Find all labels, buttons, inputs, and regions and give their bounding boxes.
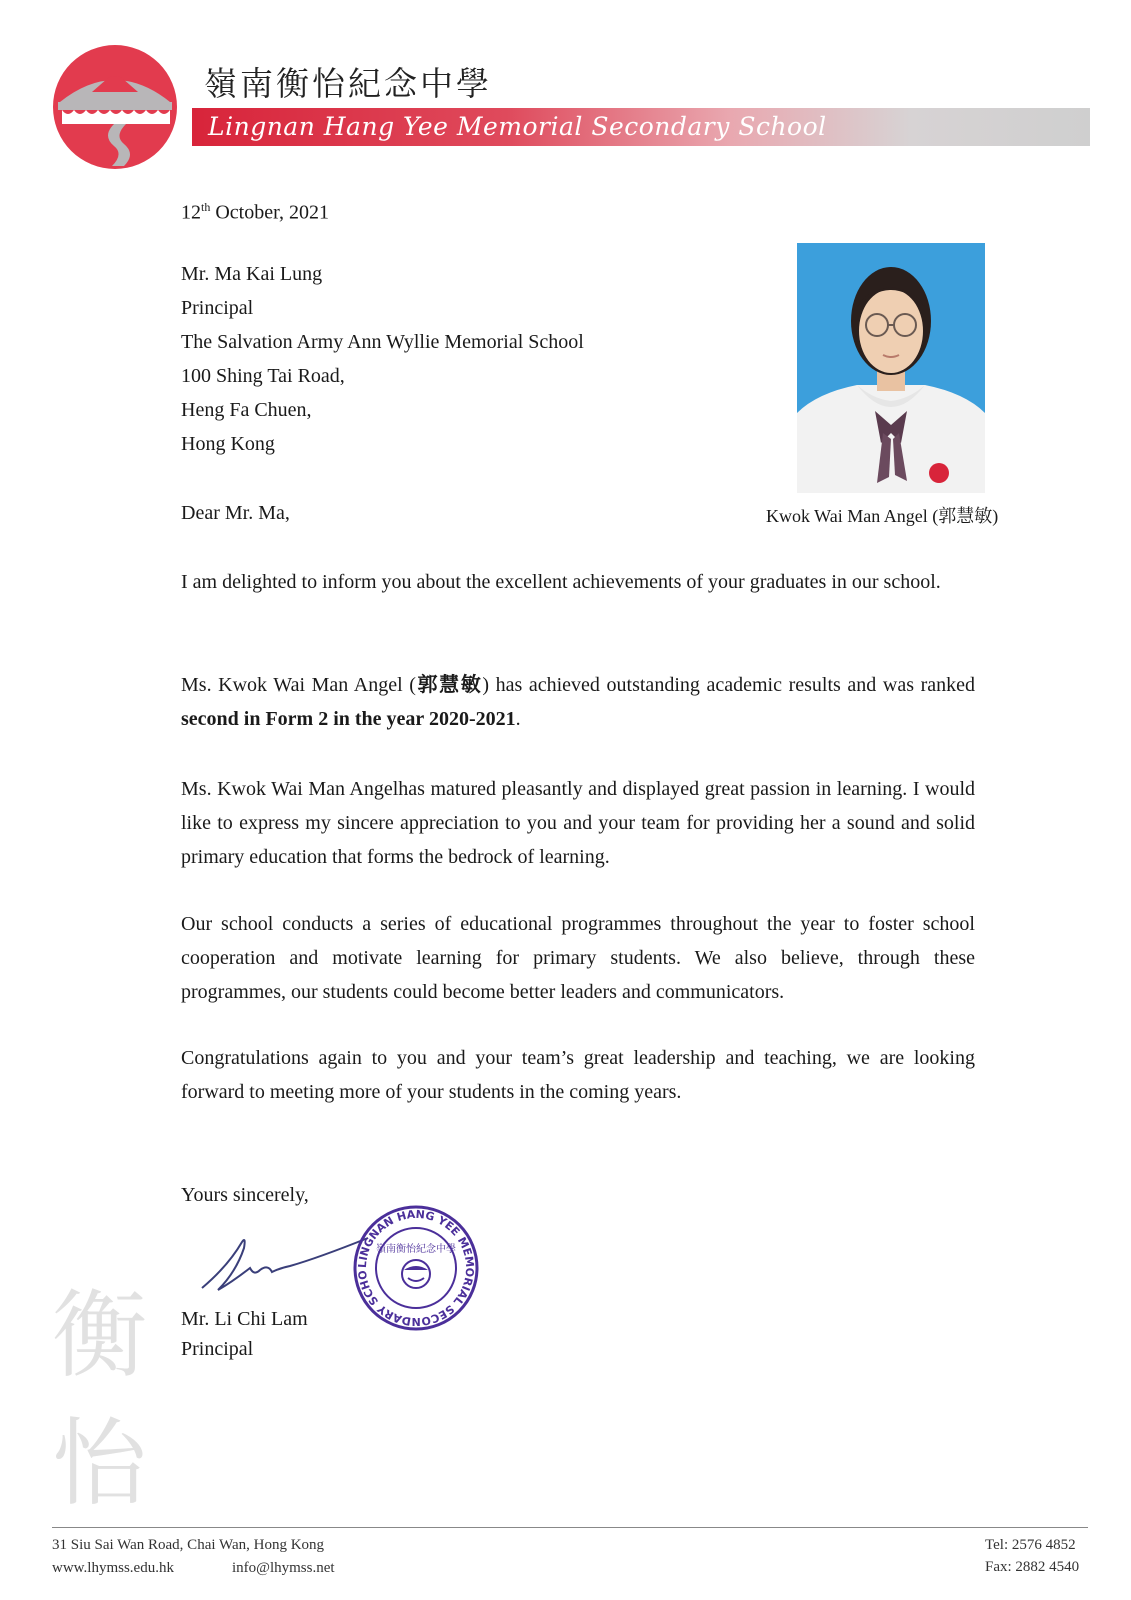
recipient-line: Hong Kong bbox=[181, 433, 275, 455]
watermark-calligraphy: 衡怡 bbox=[52, 1281, 148, 1519]
student-photo bbox=[797, 243, 985, 493]
paragraph-1: I am delighted to inform you about the excellent achievements of your graduates in our school. bbox=[181, 571, 941, 593]
paragraph-2: Ms. Kwok Wai Man Angel (郭慧敏) has achieved outstanding academic results and was ranked second in Form 2 in the year 2020-2021. bbox=[181, 674, 975, 730]
footer-address: 31 Siu Sai Wan Road, Chai Wan, Hong Kong bbox=[52, 1537, 325, 1553]
photo-caption: Kwok Wai Man Angel (郭慧敏) bbox=[766, 506, 999, 526]
signer-name: Mr. Li Chi Lam bbox=[181, 1308, 308, 1330]
recipient-address bbox=[181, 257, 584, 461]
school-name-chinese: 嶺南衡怡紀念中學 bbox=[204, 64, 492, 103]
paragraph-4: Our school conducts a series of educational programmes throughout the year to foster school cooperation and motivate learning for primary students. We also believe, through these programmes, our students could become better leaders and communicators. bbox=[181, 913, 975, 1003]
school-logo bbox=[52, 44, 178, 170]
recipient-line: 100 Shing Tai Road, bbox=[181, 365, 345, 387]
footer-email-link[interactable]: info@lhymss.net bbox=[232, 1560, 335, 1576]
recipient-line: Heng Fa Chuen, bbox=[181, 399, 312, 421]
signer-block bbox=[181, 1304, 308, 1364]
footer-divider bbox=[52, 1527, 1088, 1528]
paragraph-3: Ms. Kwok Wai Man Angelhas matured pleasantly and displayed great passion in learning. I would like to express my sincere appreciation to you and your team for providing her a sound and solid primary education that forms the bedrock of learning. bbox=[181, 778, 975, 868]
signature bbox=[198, 1228, 373, 1303]
signer-title: Principal bbox=[181, 1338, 254, 1360]
recipient-line: The Salvation Army Ann Wyllie Memorial School bbox=[181, 331, 584, 353]
school-seal bbox=[352, 1204, 480, 1332]
recipient-line: Principal bbox=[181, 297, 254, 319]
salutation: Dear Mr. Ma, bbox=[181, 502, 290, 524]
recipient-line: Mr. Ma Kai Lung bbox=[181, 263, 323, 285]
paragraph-5: Congratulations again to you and your team’s great leadership and teaching, we are looking forward to meeting more of your students in the coming years. bbox=[181, 1047, 975, 1103]
closing: Yours sincerely, bbox=[181, 1184, 309, 1206]
letter-date: 12th October, 2021 bbox=[181, 200, 329, 224]
svg-text:嶺南衡怡紀念中學: 嶺南衡怡紀念中學 bbox=[376, 1244, 456, 1255]
footer-contact bbox=[985, 1534, 1079, 1578]
svg-text:LINGNAN HANG YEE MEMORIAL SECO: LINGNAN HANG YEE MEMORIAL SECONDARY SCHO bbox=[355, 1207, 477, 1329]
footer-tel: Tel: 2576 4852 bbox=[985, 1537, 1076, 1553]
footer-website-link[interactable]: www.lhymss.edu.hk bbox=[52, 1560, 174, 1576]
footer-fax: Fax: 2882 4540 bbox=[985, 1559, 1080, 1575]
school-name-english: Lingnan Hang Yee Memorial Secondary School bbox=[208, 112, 827, 141]
